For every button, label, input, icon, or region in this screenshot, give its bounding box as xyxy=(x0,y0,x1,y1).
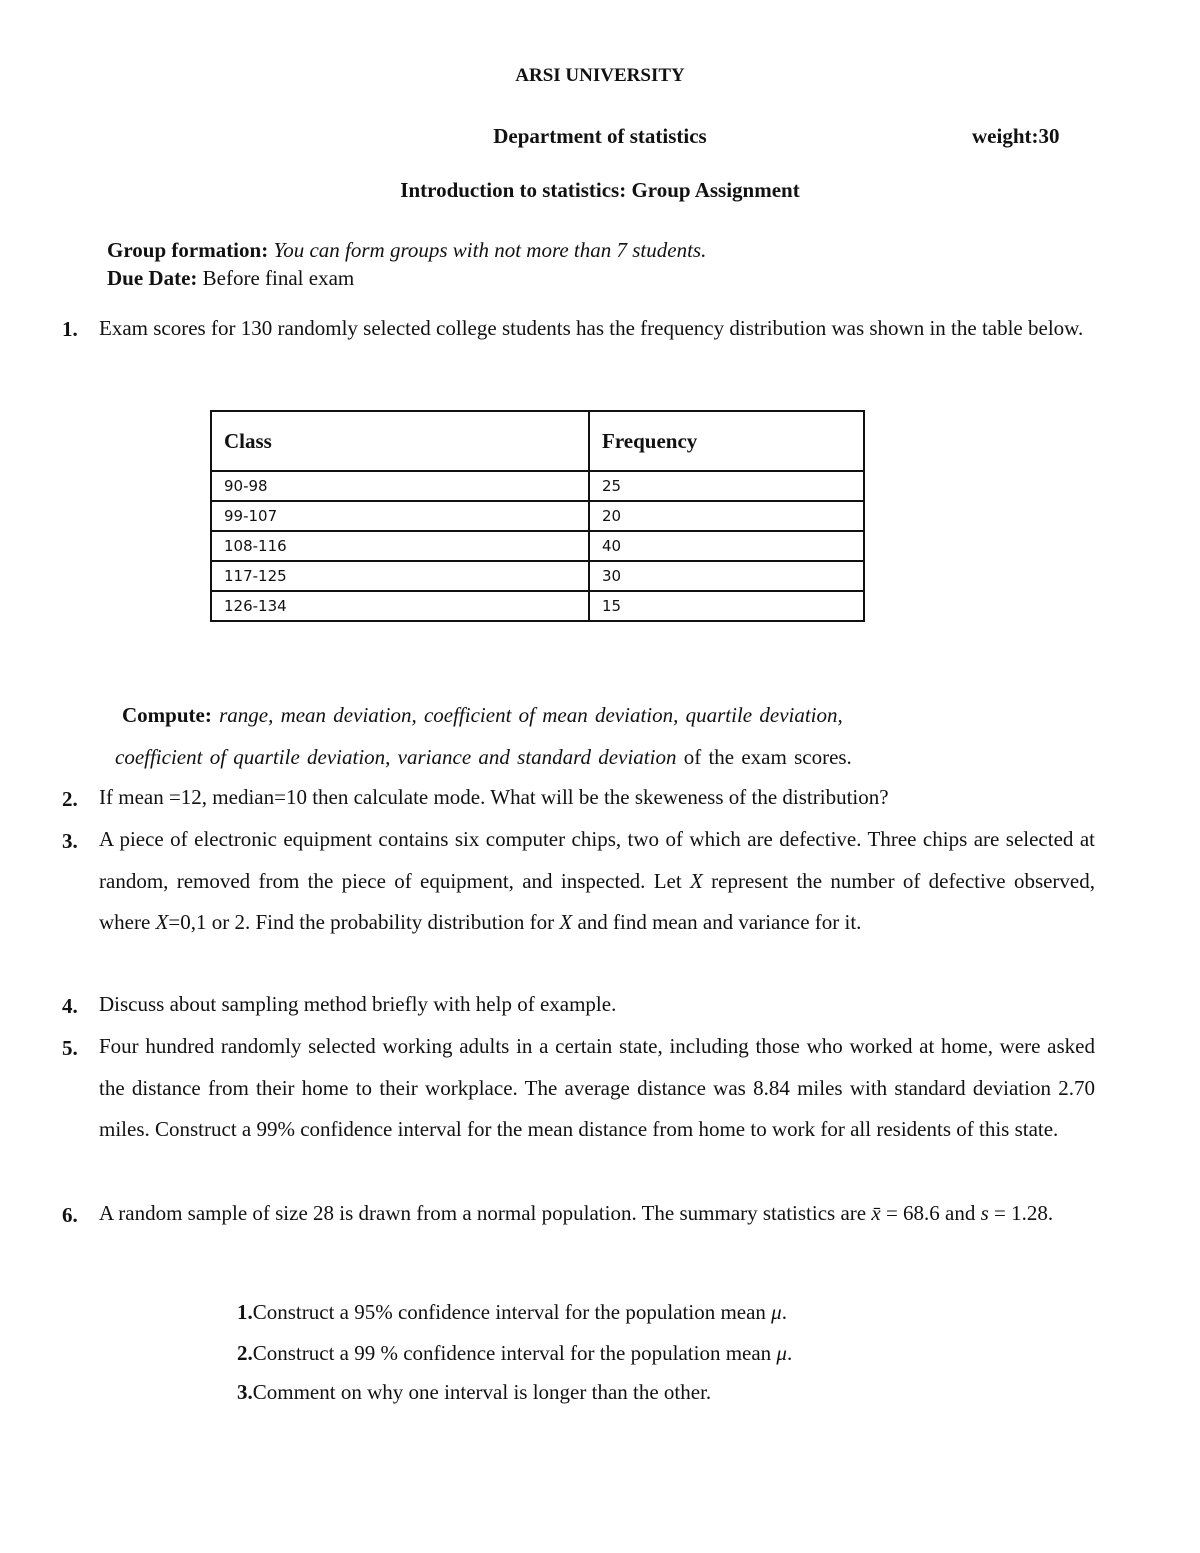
compute-line-2 xyxy=(115,745,852,770)
question-4-number: 4. xyxy=(62,994,78,1018)
department-title: Department of statistics xyxy=(493,124,707,148)
question-3-part-4: and find mean and variance for it. xyxy=(572,910,862,934)
table-cell-class: 90-98 xyxy=(211,471,589,501)
group-formation-label: Group formation: xyxy=(107,238,269,262)
variable-xbar: x̄ xyxy=(871,1201,881,1225)
table-cell-class: 99-107 xyxy=(211,501,589,531)
question-3-number: 3. xyxy=(62,829,78,853)
table-row xyxy=(211,591,864,621)
group-formation-text: You can form groups with not more than 7 students. xyxy=(273,238,707,262)
question-6-part-1: A random sample of size 28 is drawn from a normal population. The summary statistics are xyxy=(99,1201,872,1225)
question-6-text xyxy=(99,1193,1095,1235)
table-cell-class: 108-116 xyxy=(211,531,589,561)
sub-question-number: 3. xyxy=(237,1380,253,1404)
sub-question-end: . xyxy=(786,1341,793,1365)
sub-question-text: Comment on why one interval is longer than the other. xyxy=(252,1380,712,1404)
due-date-text: Before final exam xyxy=(202,266,355,290)
table-cell-frequency: 30 xyxy=(589,561,864,591)
question-6-part-3: = 1.28. xyxy=(988,1201,1054,1225)
table-row xyxy=(211,471,864,501)
table-header-class: Class xyxy=(211,411,589,471)
compute-items-1: range, mean deviation, coefficient of mean deviation, quartile deviation, xyxy=(219,703,843,727)
table-cell-frequency: 15 xyxy=(589,591,864,621)
table-cell-frequency: 20 xyxy=(589,501,864,531)
question-1-number: 1. xyxy=(62,317,78,341)
variable-mu: μ xyxy=(776,1341,787,1365)
university-title: ARSI UNIVERSITY xyxy=(515,65,685,86)
question-5-number: 5. xyxy=(62,1036,78,1060)
table-cell-class: 126-134 xyxy=(211,591,589,621)
question-3-part-2: represent the number of defective observed, where xyxy=(99,868,1095,934)
due-date-line xyxy=(107,266,354,291)
question-6-number: 6. xyxy=(62,1203,78,1227)
group-formation-line xyxy=(107,238,706,263)
table-row xyxy=(211,531,864,561)
compute-label: Compute: xyxy=(122,703,212,727)
table-header-row xyxy=(211,411,864,471)
question-4-text: Discuss about sampling method briefly with help of example. xyxy=(99,992,617,1016)
due-date-label: Due Date: xyxy=(107,266,198,290)
weight-label: weight:30 xyxy=(972,124,1060,148)
sub-question-number: 2. xyxy=(237,1341,253,1365)
compute-items-2: coefficient of quartile deviation, variance and standard deviation xyxy=(115,745,677,769)
sub-question-3 xyxy=(237,1380,711,1405)
question-6-part-2: = 68.6 and xyxy=(880,1201,981,1225)
table-cell-class: 117-125 xyxy=(211,561,589,591)
question-3-part-3: =0,1 or 2. Find the probability distribution for xyxy=(168,910,560,934)
sub-question-end: . xyxy=(781,1300,787,1324)
variable-x: X xyxy=(690,868,703,893)
sub-question-text: Construct a 95% confidence interval for the population mean xyxy=(252,1300,772,1324)
sub-question-number: 1. xyxy=(237,1300,253,1324)
frequency-table xyxy=(210,410,865,622)
sub-question-1 xyxy=(237,1300,787,1325)
table-header-frequency: Frequency xyxy=(589,411,864,471)
question-2-text: If mean =12, median=10 then calculate mode. What will be the skeweness of the distribution? xyxy=(99,785,889,809)
table-row xyxy=(211,501,864,531)
variable-mu: μ xyxy=(771,1300,782,1324)
compute-tail: of the exam scores. xyxy=(683,745,852,769)
sub-question-text: Construct a 99 % confidence interval for the population mean xyxy=(252,1341,777,1365)
question-2-number: 2. xyxy=(62,787,78,811)
question-3-text xyxy=(99,819,1095,944)
table-row xyxy=(211,561,864,591)
compute-line-1 xyxy=(122,703,843,728)
sub-question-2 xyxy=(237,1341,792,1366)
table-cell-frequency: 40 xyxy=(589,531,864,561)
variable-s: s xyxy=(980,1201,989,1225)
course-title: Introduction to statistics: Group Assignment xyxy=(400,178,800,202)
variable-x: X xyxy=(155,910,169,934)
table-cell-frequency: 25 xyxy=(589,471,864,501)
question-5-text: Four hundred randomly selected working adults in a certain state, including those who worked at home, were asked the distance from their home to their workplace. The average distance was 8.84 miles with standard deviation 2.70 miles. Construct a 99% confidence interval for the mean distance from home to work for all residents of this state. xyxy=(99,1034,1095,1141)
variable-x: X xyxy=(559,910,573,934)
question-1-text: Exam scores for 130 randomly selected college students has the frequency distribution was shown in the table below. xyxy=(99,316,1084,340)
question-3-part-1: A piece of electronic equipment contains six computer chips, two of which are defective. Three chips are selected at random, removed from the piece of equipment, and inspected. Let xyxy=(99,827,1095,893)
